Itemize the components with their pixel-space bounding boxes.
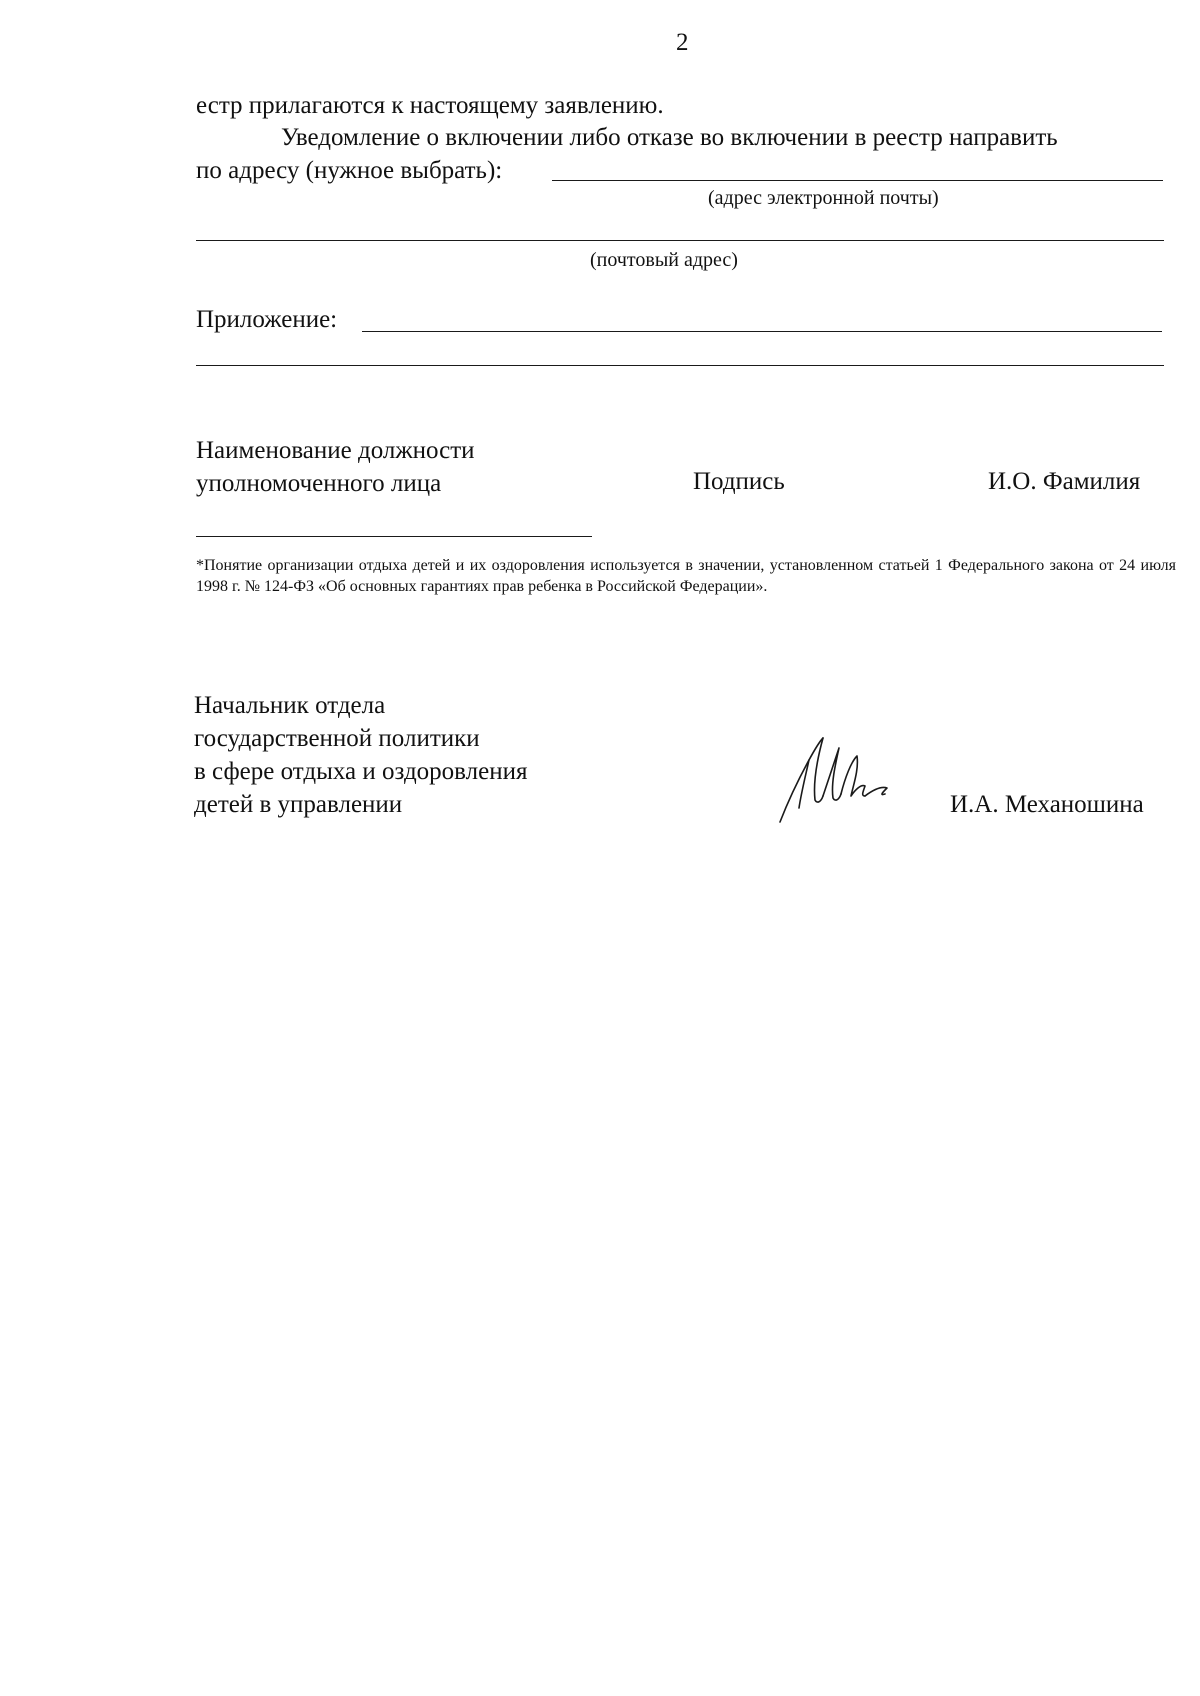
- email-caption: (адрес электронной почты): [708, 187, 939, 209]
- signatory-title-line-4: детей в управлении: [194, 791, 403, 818]
- postal-caption: (почтовый адрес): [590, 249, 738, 271]
- signatory-title-line-2: государственной политики: [194, 725, 480, 752]
- name-label: И.О. Фамилия: [988, 468, 1141, 495]
- position-title-line-1: Наименование должности: [196, 437, 475, 464]
- body-line-1: естр прилагаются к настоящему заявлению.: [196, 92, 664, 119]
- page-number: 2: [676, 29, 689, 56]
- email-fill-line: [552, 180, 1163, 181]
- attachment-fill-line-1: [362, 331, 1162, 332]
- signatory-name: И.А. Механошина: [950, 791, 1144, 818]
- footnote-separator: [196, 536, 592, 537]
- signature-label: Подпись: [693, 468, 785, 495]
- body-line-3: по адресу (нужное выбрать):: [196, 157, 503, 184]
- body-line-2: Уведомление о включении либо отказе во включении в реестр направить: [281, 124, 1058, 151]
- attachment-label: Приложение:: [196, 306, 338, 333]
- position-title-line-2: уполномоченного лица: [196, 470, 442, 497]
- footnote: *Понятие организации отдыха детей и их оздоровления используется в значении, установленном статьей 1 Федерального закона от 24 июля 1998 г. № 124-ФЗ «Об основных гарантиях прав ребенка в Российской Федерации».: [196, 557, 1176, 595]
- attachment-fill-line-2: [196, 365, 1164, 366]
- signatory-title-line-3: в сфере отдыха и оздоровления: [194, 758, 528, 785]
- handwritten-signature: [775, 730, 915, 825]
- signatory-title-line-1: Начальник отдела: [194, 692, 386, 719]
- postal-fill-line: [196, 240, 1164, 241]
